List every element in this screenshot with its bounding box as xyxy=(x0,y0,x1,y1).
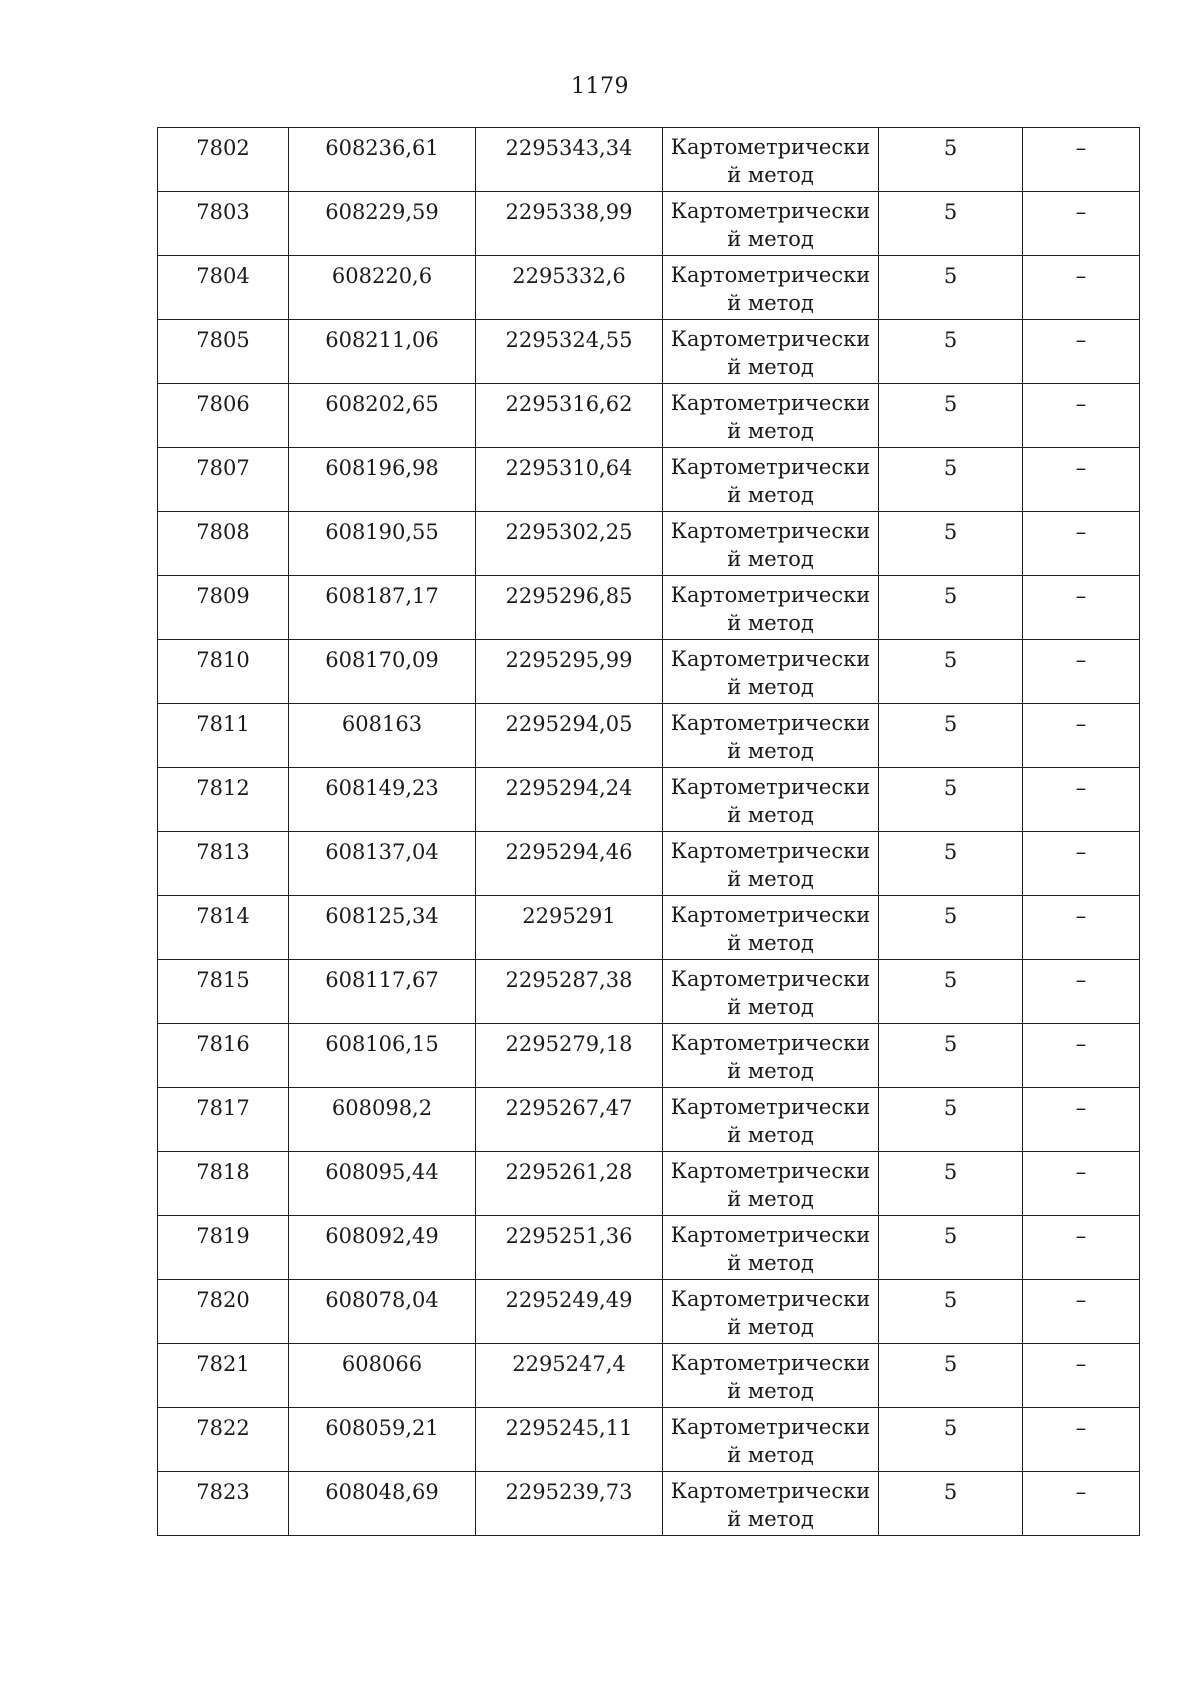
x-coordinate-value: 608229,59 xyxy=(325,200,439,224)
note-cell xyxy=(1023,1344,1140,1408)
y-coordinate-cell xyxy=(476,1216,663,1280)
x-coordinate-cell xyxy=(289,1152,476,1216)
y-coordinate-cell xyxy=(476,384,663,448)
method-cell xyxy=(663,832,879,896)
method-cell xyxy=(663,1344,879,1408)
note-cell xyxy=(1023,1408,1140,1472)
x-coordinate-value: 608211,06 xyxy=(325,328,439,352)
x-coordinate-cell xyxy=(289,576,476,640)
note-value: – xyxy=(1075,1096,1087,1120)
method-cell xyxy=(663,128,879,192)
accuracy-value: 5 xyxy=(943,392,958,416)
y-coordinate-value: 2295279,18 xyxy=(505,1032,633,1056)
table-row xyxy=(158,768,1140,832)
point-number-value: 7805 xyxy=(196,328,250,352)
accuracy-value: 5 xyxy=(943,1288,958,1312)
x-coordinate-cell xyxy=(289,1024,476,1088)
accuracy-cell xyxy=(879,1344,1023,1408)
accuracy-value: 5 xyxy=(943,1160,958,1184)
x-coordinate-cell xyxy=(289,448,476,512)
y-coordinate-cell xyxy=(476,576,663,640)
method-value: Картометрически й метод xyxy=(670,775,871,827)
method-cell xyxy=(663,320,879,384)
point-number-cell xyxy=(158,448,289,512)
note-value: – xyxy=(1075,328,1087,352)
x-coordinate-value: 608187,17 xyxy=(325,584,439,608)
y-coordinate-cell xyxy=(476,640,663,704)
method-value: Картометрически й метод xyxy=(670,1031,871,1083)
method-cell xyxy=(663,512,879,576)
method-value: Картометрически й метод xyxy=(670,1159,871,1211)
y-coordinate-value: 2295294,46 xyxy=(505,840,633,864)
x-coordinate-value: 608125,34 xyxy=(325,904,439,928)
y-coordinate-value: 2295343,34 xyxy=(505,136,633,160)
accuracy-value: 5 xyxy=(943,1096,958,1120)
accuracy-cell xyxy=(879,704,1023,768)
accuracy-value: 5 xyxy=(943,328,958,352)
point-number-cell xyxy=(158,768,289,832)
method-cell xyxy=(663,640,879,704)
y-coordinate-cell xyxy=(476,128,663,192)
method-value: Картометрически й метод xyxy=(670,1479,871,1531)
accuracy-cell xyxy=(879,512,1023,576)
point-number-cell xyxy=(158,1216,289,1280)
accuracy-cell xyxy=(879,768,1023,832)
accuracy-cell xyxy=(879,640,1023,704)
method-value: Картометрически й метод xyxy=(670,1287,871,1339)
note-cell xyxy=(1023,1280,1140,1344)
method-cell xyxy=(663,256,879,320)
note-cell xyxy=(1023,128,1140,192)
table-row xyxy=(158,1152,1140,1216)
point-number-cell xyxy=(158,1152,289,1216)
point-number-value: 7823 xyxy=(196,1480,250,1504)
accuracy-cell xyxy=(879,1280,1023,1344)
accuracy-cell xyxy=(879,832,1023,896)
point-number-value: 7812 xyxy=(196,776,250,800)
accuracy-cell xyxy=(879,256,1023,320)
note-cell xyxy=(1023,1152,1140,1216)
method-cell xyxy=(663,960,879,1024)
accuracy-value: 5 xyxy=(943,968,958,992)
y-coordinate-value: 2295296,85 xyxy=(505,584,633,608)
y-coordinate-cell xyxy=(476,768,663,832)
method-value: Картометрически й метод xyxy=(670,1351,871,1403)
y-coordinate-value: 2295267,47 xyxy=(505,1096,633,1120)
note-value: – xyxy=(1075,776,1087,800)
x-coordinate-value: 608078,04 xyxy=(325,1288,439,1312)
accuracy-cell xyxy=(879,1088,1023,1152)
point-number-value: 7808 xyxy=(196,520,250,544)
table-row xyxy=(158,448,1140,512)
x-coordinate-value: 608117,67 xyxy=(325,968,439,992)
x-coordinate-cell xyxy=(289,256,476,320)
x-coordinate-value: 608236,61 xyxy=(325,136,439,160)
x-coordinate-cell xyxy=(289,832,476,896)
note-cell xyxy=(1023,1216,1140,1280)
y-coordinate-cell xyxy=(476,1472,663,1536)
accuracy-cell xyxy=(879,128,1023,192)
y-coordinate-cell xyxy=(476,704,663,768)
y-coordinate-cell xyxy=(476,256,663,320)
point-number-value: 7821 xyxy=(196,1352,250,1376)
method-cell xyxy=(663,896,879,960)
accuracy-value: 5 xyxy=(943,1224,958,1248)
point-number-value: 7814 xyxy=(196,904,250,928)
point-number-value: 7811 xyxy=(196,712,250,736)
accuracy-cell xyxy=(879,192,1023,256)
note-cell xyxy=(1023,512,1140,576)
point-number-value: 7822 xyxy=(196,1416,250,1440)
note-cell xyxy=(1023,768,1140,832)
y-coordinate-value: 2295245,11 xyxy=(505,1416,633,1440)
accuracy-cell xyxy=(879,960,1023,1024)
note-cell xyxy=(1023,896,1140,960)
x-coordinate-value: 608190,55 xyxy=(325,520,439,544)
coordinates-table xyxy=(157,127,1140,1536)
accuracy-cell xyxy=(879,1024,1023,1088)
note-value: – xyxy=(1075,1352,1087,1376)
point-number-value: 7809 xyxy=(196,584,250,608)
note-value: – xyxy=(1075,200,1087,224)
method-cell xyxy=(663,1472,879,1536)
y-coordinate-value: 2295291 xyxy=(522,904,616,928)
point-number-value: 7819 xyxy=(196,1224,250,1248)
accuracy-value: 5 xyxy=(943,648,958,672)
note-cell xyxy=(1023,192,1140,256)
y-coordinate-cell xyxy=(476,192,663,256)
y-coordinate-value: 2295294,05 xyxy=(505,712,633,736)
method-value: Картометрически й метод xyxy=(670,391,871,443)
table-row xyxy=(158,832,1140,896)
y-coordinate-cell xyxy=(476,1344,663,1408)
x-coordinate-value: 608098,2 xyxy=(331,1096,433,1120)
point-number-cell xyxy=(158,960,289,1024)
note-value: – xyxy=(1075,520,1087,544)
method-value: Картометрически й метод xyxy=(670,135,871,187)
accuracy-value: 5 xyxy=(943,1480,958,1504)
y-coordinate-value: 2295261,28 xyxy=(505,1160,633,1184)
accuracy-value: 5 xyxy=(943,712,958,736)
table-row xyxy=(158,1408,1140,1472)
note-cell xyxy=(1023,640,1140,704)
point-number-cell xyxy=(158,1344,289,1408)
table-row xyxy=(158,320,1140,384)
note-cell xyxy=(1023,704,1140,768)
x-coordinate-value: 608196,98 xyxy=(325,456,439,480)
note-cell xyxy=(1023,384,1140,448)
method-value: Картометрически й метод xyxy=(670,903,871,955)
y-coordinate-value: 2295251,36 xyxy=(505,1224,633,1248)
y-coordinate-cell xyxy=(476,448,663,512)
x-coordinate-cell xyxy=(289,128,476,192)
point-number-cell xyxy=(158,1472,289,1536)
point-number-value: 7807 xyxy=(196,456,250,480)
point-number-value: 7806 xyxy=(196,392,250,416)
note-cell xyxy=(1023,448,1140,512)
page-number: 1179 xyxy=(571,74,629,99)
method-cell xyxy=(663,448,879,512)
accuracy-value: 5 xyxy=(943,520,958,544)
x-coordinate-cell xyxy=(289,896,476,960)
x-coordinate-value: 608137,04 xyxy=(325,840,439,864)
method-cell xyxy=(663,768,879,832)
x-coordinate-cell xyxy=(289,1088,476,1152)
note-value: – xyxy=(1075,904,1087,928)
table-row xyxy=(158,1344,1140,1408)
y-coordinate-cell xyxy=(476,1024,663,1088)
method-cell xyxy=(663,1280,879,1344)
x-coordinate-value: 608048,69 xyxy=(325,1480,439,1504)
method-value: Картометрически й метод xyxy=(670,519,871,571)
method-value: Картометрически й метод xyxy=(670,1095,871,1147)
y-coordinate-cell xyxy=(476,896,663,960)
table-row xyxy=(158,640,1140,704)
x-coordinate-cell xyxy=(289,1472,476,1536)
y-coordinate-cell xyxy=(476,1088,663,1152)
note-cell xyxy=(1023,960,1140,1024)
x-coordinate-cell xyxy=(289,512,476,576)
note-value: – xyxy=(1075,968,1087,992)
point-number-cell xyxy=(158,704,289,768)
x-coordinate-value: 608149,23 xyxy=(325,776,439,800)
y-coordinate-cell xyxy=(476,512,663,576)
point-number-value: 7813 xyxy=(196,840,250,864)
y-coordinate-value: 2295324,55 xyxy=(505,328,633,352)
y-coordinate-cell xyxy=(476,1280,663,1344)
accuracy-cell xyxy=(879,1152,1023,1216)
note-value: – xyxy=(1075,648,1087,672)
x-coordinate-value: 608163 xyxy=(341,712,423,736)
accuracy-cell xyxy=(879,1216,1023,1280)
note-cell xyxy=(1023,256,1140,320)
x-coordinate-value: 608066 xyxy=(341,1352,423,1376)
method-cell xyxy=(663,192,879,256)
table-row xyxy=(158,128,1140,192)
y-coordinate-value: 2295249,49 xyxy=(505,1288,633,1312)
x-coordinate-cell xyxy=(289,320,476,384)
x-coordinate-cell xyxy=(289,192,476,256)
method-cell xyxy=(663,1088,879,1152)
note-value: – xyxy=(1075,1288,1087,1312)
y-coordinate-value: 2295295,99 xyxy=(505,648,633,672)
point-number-value: 7818 xyxy=(196,1160,250,1184)
point-number-value: 7817 xyxy=(196,1096,250,1120)
table-row xyxy=(158,1280,1140,1344)
x-coordinate-value: 608220,6 xyxy=(331,264,433,288)
accuracy-cell xyxy=(879,896,1023,960)
method-value: Картометрически й метод xyxy=(670,263,871,315)
method-value: Картометрически й метод xyxy=(670,647,871,699)
table-row xyxy=(158,384,1140,448)
method-value: Картометрически й метод xyxy=(670,199,871,251)
coordinates-table-body xyxy=(158,128,1140,1536)
point-number-cell xyxy=(158,896,289,960)
point-number-cell xyxy=(158,256,289,320)
y-coordinate-value: 2295294,24 xyxy=(505,776,633,800)
table-row xyxy=(158,960,1140,1024)
y-coordinate-value: 2295310,64 xyxy=(505,456,633,480)
point-number-cell xyxy=(158,1088,289,1152)
accuracy-value: 5 xyxy=(943,584,958,608)
method-cell xyxy=(663,1152,879,1216)
method-cell xyxy=(663,576,879,640)
note-value: – xyxy=(1075,1480,1087,1504)
method-value: Картометрически й метод xyxy=(670,711,871,763)
y-coordinate-value: 2295332,6 xyxy=(512,264,626,288)
x-coordinate-value: 608092,49 xyxy=(325,1224,439,1248)
x-coordinate-value: 608059,21 xyxy=(325,1416,439,1440)
x-coordinate-value: 608202,65 xyxy=(325,392,439,416)
x-coordinate-cell xyxy=(289,960,476,1024)
table-row xyxy=(158,704,1140,768)
note-value: – xyxy=(1075,392,1087,416)
accuracy-value: 5 xyxy=(943,1352,958,1376)
x-coordinate-cell xyxy=(289,704,476,768)
note-value: – xyxy=(1075,584,1087,608)
x-coordinate-value: 608170,09 xyxy=(325,648,439,672)
y-coordinate-value: 2295239,73 xyxy=(505,1480,633,1504)
accuracy-value: 5 xyxy=(943,264,958,288)
y-coordinate-cell xyxy=(476,1152,663,1216)
table-row xyxy=(158,1216,1140,1280)
x-coordinate-cell xyxy=(289,1216,476,1280)
accuracy-cell xyxy=(879,1472,1023,1536)
note-value: – xyxy=(1075,712,1087,736)
point-number-value: 7804 xyxy=(196,264,250,288)
accuracy-cell xyxy=(879,320,1023,384)
point-number-value: 7815 xyxy=(196,968,250,992)
note-value: – xyxy=(1075,264,1087,288)
x-coordinate-value: 608106,15 xyxy=(325,1032,439,1056)
point-number-cell xyxy=(158,128,289,192)
point-number-value: 7810 xyxy=(196,648,250,672)
method-cell xyxy=(663,1408,879,1472)
accuracy-value: 5 xyxy=(943,1416,958,1440)
accuracy-value: 5 xyxy=(943,136,958,160)
point-number-value: 7816 xyxy=(196,1032,250,1056)
y-coordinate-cell xyxy=(476,832,663,896)
point-number-cell xyxy=(158,1024,289,1088)
method-cell xyxy=(663,704,879,768)
x-coordinate-cell xyxy=(289,640,476,704)
y-coordinate-cell xyxy=(476,960,663,1024)
table-row xyxy=(158,1024,1140,1088)
y-coordinate-value: 2295338,99 xyxy=(505,200,633,224)
method-value: Картометрически й метод xyxy=(670,967,871,1019)
method-cell xyxy=(663,1216,879,1280)
accuracy-cell xyxy=(879,384,1023,448)
point-number-value: 7803 xyxy=(196,200,250,224)
method-cell xyxy=(663,384,879,448)
note-value: – xyxy=(1075,840,1087,864)
note-cell xyxy=(1023,320,1140,384)
accuracy-value: 5 xyxy=(943,776,958,800)
point-number-value: 7802 xyxy=(196,136,250,160)
table-row xyxy=(158,256,1140,320)
y-coordinate-cell xyxy=(476,320,663,384)
table-row xyxy=(158,896,1140,960)
accuracy-cell xyxy=(879,1408,1023,1472)
point-number-cell xyxy=(158,320,289,384)
point-number-cell xyxy=(158,1408,289,1472)
y-coordinate-cell xyxy=(476,1408,663,1472)
note-cell xyxy=(1023,1088,1140,1152)
accuracy-value: 5 xyxy=(943,200,958,224)
note-value: – xyxy=(1075,456,1087,480)
note-value: – xyxy=(1075,1416,1087,1440)
note-value: – xyxy=(1075,1160,1087,1184)
method-value: Картометрически й метод xyxy=(670,455,871,507)
x-coordinate-cell xyxy=(289,384,476,448)
method-value: Картометрически й метод xyxy=(670,327,871,379)
point-number-cell xyxy=(158,640,289,704)
accuracy-value: 5 xyxy=(943,840,958,864)
y-coordinate-value: 2295316,62 xyxy=(505,392,633,416)
x-coordinate-cell xyxy=(289,1280,476,1344)
table-row xyxy=(158,576,1140,640)
note-value: – xyxy=(1075,136,1087,160)
point-number-cell xyxy=(158,1280,289,1344)
table-row xyxy=(158,1472,1140,1536)
x-coordinate-value: 608095,44 xyxy=(325,1160,439,1184)
accuracy-cell xyxy=(879,576,1023,640)
x-coordinate-cell xyxy=(289,1344,476,1408)
y-coordinate-value: 2295302,25 xyxy=(505,520,633,544)
table-row xyxy=(158,512,1140,576)
accuracy-value: 5 xyxy=(943,904,958,928)
method-value: Картометрически й метод xyxy=(670,1223,871,1275)
point-number-cell xyxy=(158,192,289,256)
point-number-cell xyxy=(158,832,289,896)
method-value: Картометрически й метод xyxy=(670,1415,871,1467)
note-cell xyxy=(1023,832,1140,896)
table-row xyxy=(158,1088,1140,1152)
note-value: – xyxy=(1075,1224,1087,1248)
method-cell xyxy=(663,1024,879,1088)
note-cell xyxy=(1023,1472,1140,1536)
point-number-cell xyxy=(158,512,289,576)
point-number-value: 7820 xyxy=(196,1288,250,1312)
y-coordinate-value: 2295247,4 xyxy=(512,1352,626,1376)
note-value: – xyxy=(1075,1032,1087,1056)
point-number-cell xyxy=(158,576,289,640)
note-cell xyxy=(1023,1024,1140,1088)
method-value: Картометрически й метод xyxy=(670,583,871,635)
accuracy-value: 5 xyxy=(943,1032,958,1056)
x-coordinate-cell xyxy=(289,768,476,832)
accuracy-cell xyxy=(879,448,1023,512)
y-coordinate-value: 2295287,38 xyxy=(505,968,633,992)
accuracy-value: 5 xyxy=(943,456,958,480)
note-cell xyxy=(1023,576,1140,640)
x-coordinate-cell xyxy=(289,1408,476,1472)
point-number-cell xyxy=(158,384,289,448)
table-row xyxy=(158,192,1140,256)
method-value: Картометрически й метод xyxy=(670,839,871,891)
